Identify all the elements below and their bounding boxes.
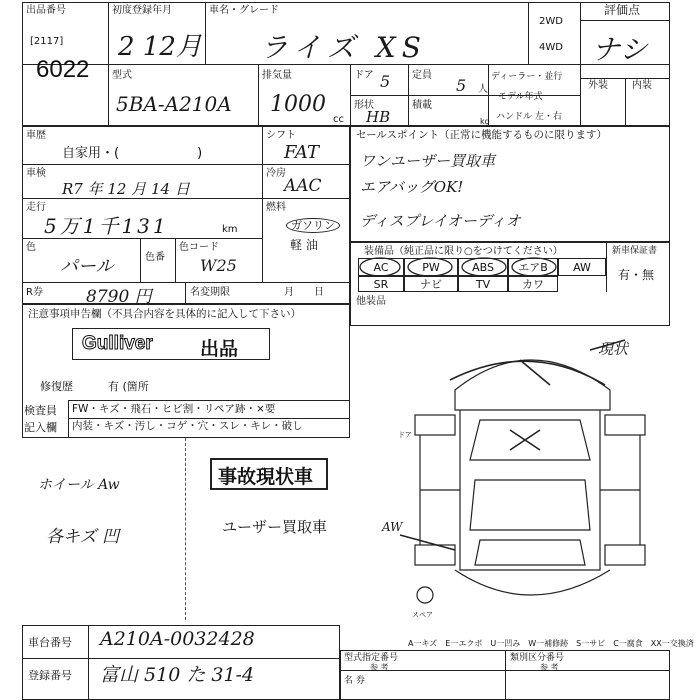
mileage-label: 走行 (26, 202, 46, 213)
load-unit: kg (480, 117, 490, 126)
diagram-label-genjo: 現状 (598, 340, 629, 358)
inspection-value: R7 年 12 月 14 日 (62, 180, 190, 198)
equipment-label: 装備品（純正品に限り○をつけてください） (364, 246, 563, 257)
capacity-label: 定員 (412, 70, 432, 81)
shape-value: HB (366, 108, 391, 126)
aircon-value: AAC (284, 176, 322, 196)
inspector-row-1: FW・キズ・飛石・ヒビ割・リペア跡・×要 (72, 403, 276, 415)
type-number-ref: 参 考 (370, 663, 389, 672)
shift-value: FAT (284, 142, 319, 163)
color-code-value: W25 (200, 256, 237, 275)
selling-line-3: ディスプレイオーディオ (360, 212, 521, 230)
use-label: 車歴 (26, 130, 46, 141)
equip-navi: ナビ (404, 276, 458, 292)
equip-abs: ABS (458, 258, 508, 276)
lot-label: 出品番号 (26, 5, 66, 16)
fuel-gasoline: ガソリン (286, 218, 340, 233)
displacement-unit: cc (333, 114, 344, 125)
load-label: 積載 (412, 100, 432, 111)
grade-label: 評価点 (604, 3, 641, 17)
first-reg-label: 初度登録年月 (112, 5, 172, 16)
diagram-label-aw: AW (382, 520, 403, 534)
brand-logo: Gulliver (82, 333, 153, 354)
repair-value: 有 (箇所 (108, 380, 149, 393)
diagram-label-spare: スペア (412, 611, 433, 619)
shift-label: シフト (266, 130, 296, 141)
notes-label: 注意事項申告欄（不具合内容を具体的に記入して下さい） (28, 308, 301, 320)
fuel-label: 燃料 (266, 202, 286, 213)
grade-value: ナシ (592, 33, 648, 66)
handle-label: ハンドル 左・右 (496, 112, 562, 122)
color-label: 色 (26, 242, 36, 253)
other-equipment-label: 他装品 (356, 296, 386, 307)
4wd-label: 4WD (539, 42, 563, 53)
capacity-value: 5 (456, 76, 467, 95)
class-number-label: 類別区分番号 (510, 653, 565, 663)
fuel-diesel: 軽 油 (290, 238, 318, 252)
displacement-value: 1000 (270, 92, 326, 117)
exterior-label: 外装 (588, 80, 608, 91)
2wd-label: 2WD (539, 16, 563, 27)
first-reg-value: 2 12月 (118, 32, 202, 62)
chassis-value: A210A-0032428 (100, 628, 255, 650)
equip-tv: TV (458, 276, 508, 292)
equip-airbag: エアB (508, 258, 558, 276)
use-value: 自家用・( ) (62, 146, 203, 161)
inspector-label-2: 記入欄 (24, 421, 57, 434)
name-change-value: 月 日 (284, 287, 324, 298)
equip-leather: カワ (508, 276, 558, 292)
inspection-label: 車検 (26, 168, 46, 179)
model-value: 5BA-A210A (116, 92, 232, 116)
lot-number: 6022 (36, 56, 90, 83)
diagram-label-front: ドア (398, 431, 412, 439)
mileage-value: 5万1千131 (44, 214, 169, 238)
chassis-label: 車台番号 (28, 636, 72, 649)
equip-ac: AC (358, 258, 404, 276)
recycle-value: 8790 円 (86, 287, 152, 307)
selling-label: セールスポイント（正常に機能するものに限ります） (356, 129, 608, 141)
handwritten-note-1: ホイール Aw (38, 477, 120, 493)
shape-label: 形状 (354, 100, 374, 111)
stamp-user-buy: ユーザー買取車 (222, 518, 328, 536)
name-change-label: 名変期限 (190, 287, 230, 298)
equipment-circles (350, 250, 610, 290)
equip-pw: PW (404, 258, 458, 276)
color-number-label: 色番 (145, 252, 165, 263)
warranty-label: 新車保証書 (612, 246, 658, 256)
aircon-label: 冷房 (266, 168, 286, 179)
name-value: ライズ XS (260, 31, 427, 64)
warranty-value: 有・無 (618, 268, 655, 282)
door-label: ドア (354, 70, 374, 81)
name-label: 車名・グレード (209, 5, 279, 16)
mileage-unit: km (222, 224, 238, 235)
handwritten-note-2: 各キズ 凹 (46, 527, 120, 547)
lot-prefix: [2117] (30, 36, 64, 47)
repair-label: 修復歴 (40, 380, 73, 393)
equip-aw: AW (558, 258, 606, 276)
stamp-accident-text: 事故現状車 (218, 466, 314, 488)
selling-line-1: ワンユーザー買取車 (360, 152, 496, 170)
model-label: 型式 (112, 70, 132, 81)
reg-value: 富山 510 た 31-4 (100, 664, 255, 686)
inspector-row-2: 内装・キズ・汚し・コゲ・穴・スレ・キレ・破し (72, 420, 303, 432)
damage-legend: A一キズ E一エクボ U一凹み W一補修跡 S一サビ C一腐食 XX一交換済 (408, 639, 694, 648)
door-value: 5 (380, 72, 391, 91)
interior-label: 内装 (632, 80, 652, 91)
type-number-label: 型式指定番号 (344, 653, 399, 663)
capacity-unit: 人 (478, 84, 488, 95)
equip-sr: SR (358, 276, 404, 292)
recycle-label: R券 (26, 287, 43, 298)
selling-line-2: エアバッグOK! (360, 178, 464, 196)
displacement-label: 排気量 (262, 70, 292, 81)
reg-label: 登録番号 (28, 669, 72, 682)
model-year-label: モデル年式 (498, 92, 543, 102)
inspector-label-1: 検査員 (24, 404, 57, 417)
vehicle-diagram (380, 330, 680, 630)
class-number-ref: 参 考 (540, 663, 559, 672)
brand-suffix: 出品 (200, 338, 239, 360)
seal-label: 名 券 (344, 676, 365, 686)
color-value: パール (60, 256, 114, 277)
color-code-label: 色コード (179, 242, 219, 253)
dealer-label: ディーラー・並行 (491, 72, 563, 82)
